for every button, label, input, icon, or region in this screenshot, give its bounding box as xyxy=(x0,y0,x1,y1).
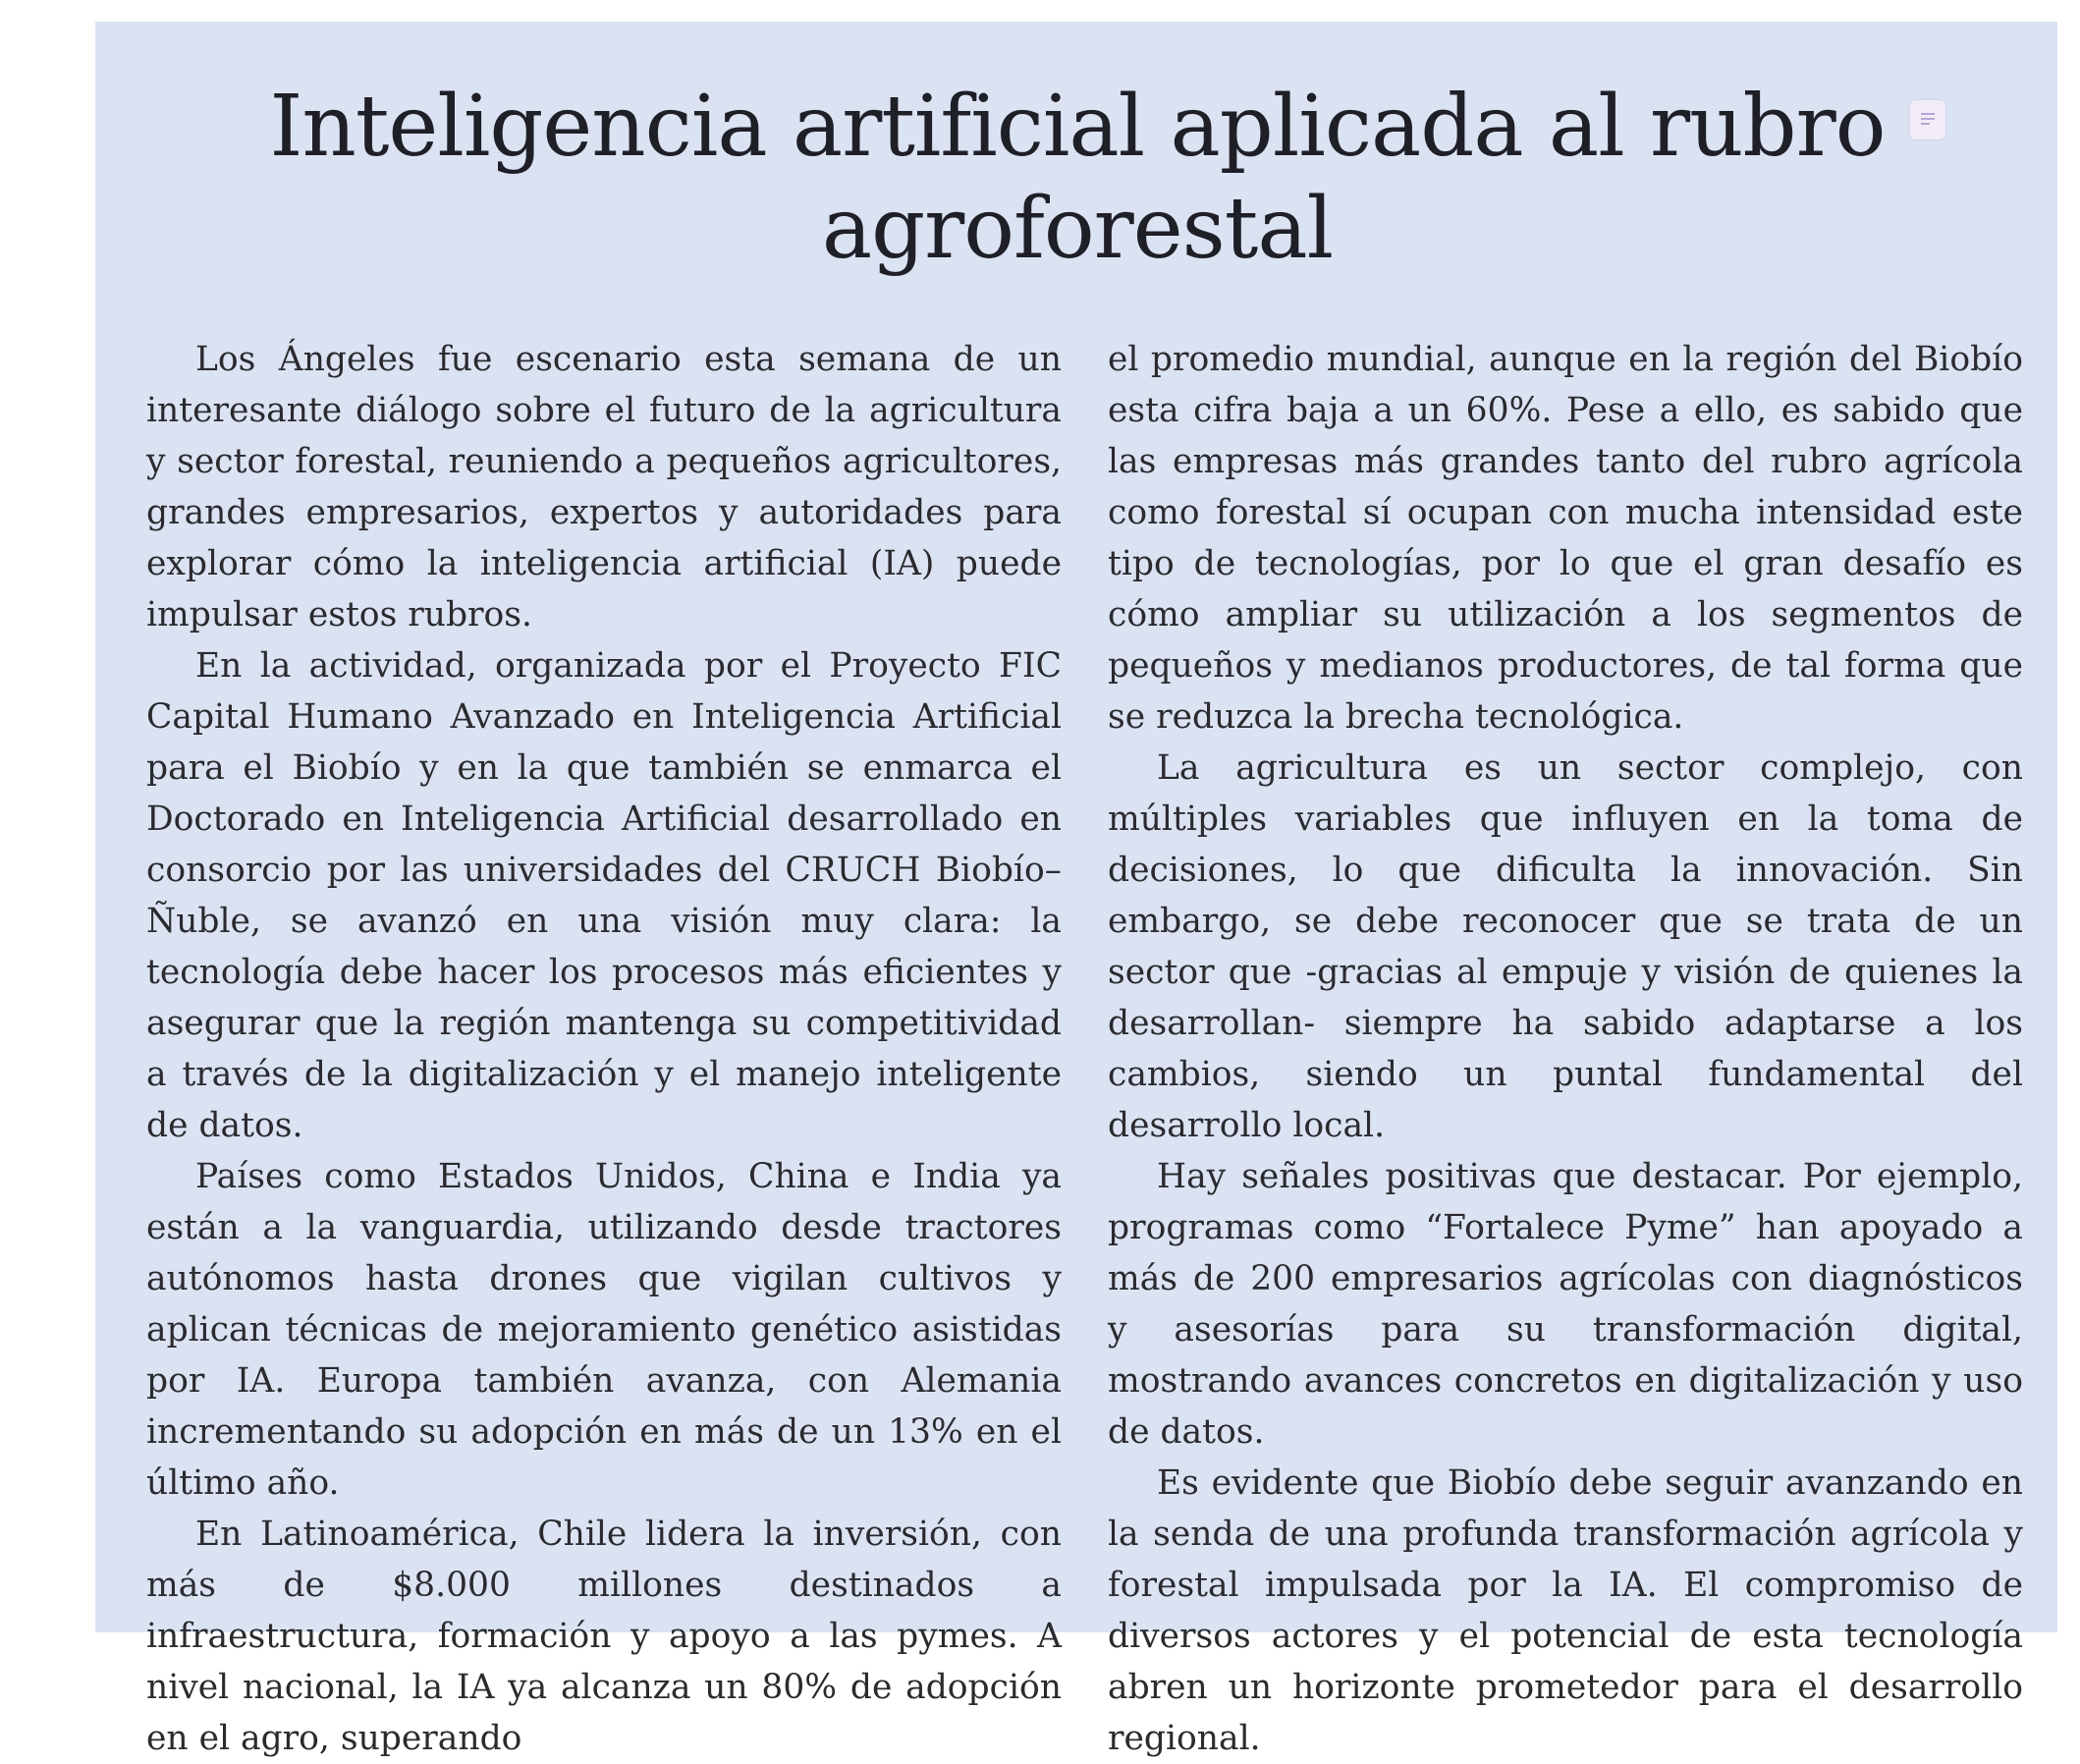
paragraph: En Latinoamérica, Chile lidera la inversión, con más de $8.000 millones destinados a infraestructura, formación y apoyo a las pymes. A nivel nacional, la IA ya alcanza un 80% de adopción en el agro, superando xyxy=(146,1515,1062,1758)
article-column-left xyxy=(146,334,1062,1764)
article-column-right xyxy=(1108,334,2023,1764)
paragraph-continuation: el promedio mundial, aunque en la región del Biobío esta cifra baja a un 60%. Pese a ello, es sabido que las empresas más grandes tanto del rubro agrícola como forestal sí ocupan con mucha intensidad este tipo de tecnologías, por lo que el gran desafío es cómo ampliar su utilización a los segmentos de pequeños y medianos productores, de tal forma que se reduzca la brecha tecnológica. xyxy=(1108,340,2023,737)
paragraph: Países como Estados Unidos, China e India ya están a la vanguardia, utilizando desde tractores autónomos hasta drones que vigilan cultivos y aplican técnicas de mejoramiento genético asistidas por IA. Europa también avanza, con Alemania incrementando su adopción en más de un 13% en el último año. xyxy=(146,1157,1062,1503)
article-title: Inteligencia artificial aplicada al rubro agroforestal xyxy=(269,78,1886,278)
article-page xyxy=(95,22,2057,1758)
paragraph: Es evidente que Biobío debe seguir avanzando en la senda de una profunda transformación agrícola y forestal impulsada por la IA. El compromiso de diversos actores y el potencial de esta tecnología abren un horizonte prometedor para el desarrollo regional. xyxy=(1108,1463,2023,1758)
paragraph: Los Ángeles fue escenario esta semana de un interesante diálogo sobre el futuro de la agricultura y sector forestal, reuniendo a pequeños agricultores, grandes empresarios, expertos y autoridades para explorar cómo la inteligencia artificial (IA) puede impulsar estos rubros. xyxy=(146,340,1062,634)
paragraph: La agricultura es un sector complejo, con múltiples variables que influyen en la toma de decisiones, lo que dificulta la innovación. Sin embargo, se debe reconocer que se trata de un sector que -gracias al empuje y visión de quienes la desarrollan- siempre ha sabido adaptarse a los cambios, siendo un puntal fundamental del desarrollo local. xyxy=(1108,748,2023,1145)
paragraph: En la actividad, organizada por el Proyecto FIC Capital Humano Avanzado en Inteligencia Artificial para el Biobío y en la que también se enmarca el Doctorado en Inteligencia Artificial desarrollado en consorcio por las universidades del CRUCH Biobío–Ñuble, se avanzó en una visión muy clara: la tecnología debe hacer los procesos más eficientes y asegurar que la región mantenga su competitividad a través de la digitalización y el manejo inteligente de datos. xyxy=(146,646,1062,1145)
paragraph: Hay señales positivas que destacar. Por ejemplo, programas como “Fortalece Pyme” han apoyado a más de 200 empresarios agrícolas con diagnósticos y asesorías para su transformación digital, mostrando avances concretos en digitalización y uso de datos. xyxy=(1108,1157,2023,1452)
